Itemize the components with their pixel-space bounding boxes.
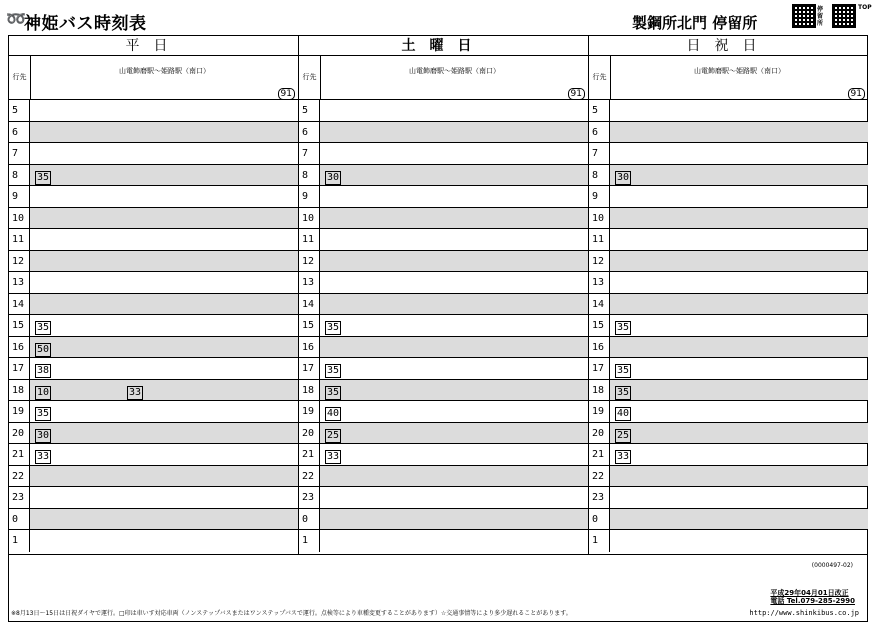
hour-row (299, 272, 588, 294)
hour-row (589, 251, 868, 273)
hour-row (299, 444, 588, 466)
minutes-cell (321, 251, 588, 272)
timetable (8, 35, 868, 555)
destination-label: 行先 (589, 56, 611, 99)
hour-label: 11 (9, 229, 30, 250)
footer (8, 555, 868, 622)
minutes-cell (31, 423, 298, 444)
minutes-cell (321, 466, 588, 487)
hour-row (9, 143, 298, 165)
hour-row (9, 315, 298, 337)
minutes-cell (321, 358, 588, 379)
hour-row (9, 380, 298, 402)
hour-row (299, 208, 588, 230)
minutes-cell (321, 401, 588, 422)
hour-label: 1 (299, 530, 320, 552)
minutes-cell (611, 186, 868, 207)
minutes-cell (31, 294, 298, 315)
hour-row (9, 229, 298, 251)
minutes-cell (31, 122, 298, 143)
minutes-cell (611, 509, 868, 530)
hour-label: 21 (9, 444, 30, 465)
minutes-cell (31, 487, 298, 508)
minutes-cell (31, 380, 298, 401)
hour-row (9, 208, 298, 230)
hour-label: 18 (589, 380, 610, 401)
hour-row (589, 337, 868, 359)
qr-code-top-icon[interactable] (832, 4, 856, 28)
minutes-cell (31, 208, 298, 229)
hour-label: 23 (589, 487, 610, 508)
hour-label: 22 (589, 466, 610, 487)
route-name: 山電飾磨駅～姫路駅（南口） (694, 67, 785, 75)
hour-label: 13 (9, 272, 30, 293)
hour-row (9, 423, 298, 445)
minutes-cell (31, 466, 298, 487)
qr-label-top: TOP (858, 4, 872, 11)
destination-label: 行先 (9, 56, 31, 99)
departure-minute: 30 (617, 171, 630, 183)
minutes-cell (321, 487, 588, 508)
hour-label: 0 (299, 509, 320, 530)
document-code: (0000497-02) (811, 562, 853, 569)
hour-label: 14 (589, 294, 610, 315)
hour-row (9, 272, 298, 294)
hour-row (9, 358, 298, 380)
hour-row (589, 401, 868, 423)
minutes-cell (611, 229, 868, 250)
hour-label: 22 (299, 466, 320, 487)
qr-label-stop: 停留所 (817, 6, 824, 27)
hour-row (9, 509, 298, 531)
minutes-cell (321, 100, 588, 121)
hour-label: 16 (589, 337, 610, 358)
hour-label: 15 (589, 315, 610, 336)
hour-label: 19 (9, 401, 30, 422)
hour-row (589, 100, 868, 122)
hour-label: 17 (299, 358, 320, 379)
minutes-cell (31, 530, 298, 552)
hour-row (299, 401, 588, 423)
hour-row (589, 208, 868, 230)
departure-minute: 10 (37, 386, 50, 398)
hour-label: 9 (589, 186, 610, 207)
departure-minute: 40 (617, 408, 630, 419)
column-weekday (9, 36, 299, 555)
hour-row (589, 165, 868, 187)
hour-row (299, 229, 588, 251)
hour-row (299, 122, 588, 144)
minutes-cell (611, 165, 868, 186)
route-number-badge: 91 (278, 88, 295, 100)
hour-row (299, 337, 588, 359)
hour-row (299, 186, 588, 208)
minutes-cell (611, 487, 868, 508)
hour-label: 11 (589, 229, 610, 250)
hour-label: 5 (589, 100, 610, 121)
minutes-cell (321, 165, 588, 186)
hour-label: 6 (9, 122, 30, 143)
column-heading: 平日 (9, 36, 298, 56)
hour-label: 20 (299, 423, 320, 444)
hour-label: 22 (9, 466, 30, 487)
footnote: ※8月13日～15日は日祝ダイヤで運行。□印は車いす対応車両（ノンステップバスまたはワンステップバスで運行。点検等により車種変更することがあります）☆交通事情等により多少遅れることがあります。 (11, 610, 572, 617)
hour-row (589, 186, 868, 208)
minutes-cell (611, 444, 868, 465)
departure-minute: 33 (37, 451, 50, 462)
shinki-logo-icon: ➿ (6, 9, 26, 28)
minutes-cell (321, 423, 588, 444)
hour-label: 23 (9, 487, 30, 508)
departure-minute: 50 (37, 343, 50, 355)
hour-label: 16 (299, 337, 320, 358)
hour-label: 19 (589, 401, 610, 422)
minutes-cell (31, 143, 298, 164)
column-heading: 土曜日 (299, 36, 588, 56)
route-row (299, 56, 588, 100)
hour-row (589, 423, 868, 445)
hour-row (589, 487, 868, 509)
hour-label: 12 (299, 251, 320, 272)
departure-minute: 35 (617, 365, 630, 376)
hour-row (299, 165, 588, 187)
hour-row (9, 444, 298, 466)
route-row (589, 56, 868, 100)
minutes-cell (611, 208, 868, 229)
hour-row (9, 337, 298, 359)
hour-row (589, 122, 868, 144)
minutes-cell (321, 380, 588, 401)
departure-minute: 35 (327, 322, 340, 333)
hour-label: 13 (589, 272, 610, 293)
departure-minute: 30 (37, 429, 50, 441)
column-heading: 日祝日 (589, 36, 868, 56)
header (0, 0, 879, 36)
departure-minute: 40 (327, 408, 340, 419)
minutes-cell (321, 509, 588, 530)
minutes-cell (611, 466, 868, 487)
departure-minute: 35 (327, 365, 340, 376)
hour-label: 1 (589, 530, 610, 552)
hour-row (299, 100, 588, 122)
hour-label: 15 (9, 315, 30, 336)
route-name: 山電飾磨駅～姫路駅（南口） (119, 67, 210, 75)
hour-label: 9 (299, 186, 320, 207)
hour-label: 7 (299, 143, 320, 164)
minutes-cell (31, 358, 298, 379)
revision-info (770, 589, 855, 605)
departure-minute: 25 (327, 429, 340, 441)
departure-minute: 35 (37, 408, 50, 419)
hour-row (589, 143, 868, 165)
departure-minute: 38 (37, 365, 50, 376)
minutes-cell (321, 122, 588, 143)
departure-minute: 30 (327, 171, 340, 183)
hour-row (589, 380, 868, 402)
hour-row (9, 122, 298, 144)
qr-code-stop-icon[interactable] (792, 4, 816, 28)
hour-row (589, 444, 868, 466)
hour-row (9, 251, 298, 273)
minutes-cell (31, 509, 298, 530)
hour-row (589, 509, 868, 531)
hour-label: 14 (299, 294, 320, 315)
minutes-cell (31, 251, 298, 272)
minutes-cell (321, 186, 588, 207)
departure-minute: 25 (617, 429, 630, 441)
minutes-cell (321, 444, 588, 465)
route-row (9, 56, 298, 100)
hour-label: 10 (589, 208, 610, 229)
hour-label: 19 (299, 401, 320, 422)
hour-label: 11 (299, 229, 320, 250)
hour-label: 7 (589, 143, 610, 164)
hour-label: 0 (589, 509, 610, 530)
minutes-cell (611, 100, 868, 121)
minutes-cell (31, 100, 298, 121)
departure-minute: 35 (617, 386, 630, 398)
page-title: 神姫バス時刻表 (24, 14, 147, 34)
hour-row (589, 229, 868, 251)
minutes-cell (321, 272, 588, 293)
hour-label: 10 (299, 208, 320, 229)
route-number-badge: 91 (848, 88, 865, 100)
minutes-cell (611, 401, 868, 422)
minutes-cell (611, 337, 868, 358)
departure-minute: 35 (37, 322, 50, 333)
hour-label: 12 (9, 251, 30, 272)
website-link[interactable]: http://www.shinkibus.co.jp (749, 609, 859, 617)
hour-row (299, 423, 588, 445)
minutes-cell (611, 143, 868, 164)
hour-label: 6 (589, 122, 610, 143)
hour-label: 21 (299, 444, 320, 465)
hour-row (589, 315, 868, 337)
hour-row (9, 186, 298, 208)
minutes-cell (611, 423, 868, 444)
hour-label: 7 (9, 143, 30, 164)
hour-row (299, 358, 588, 380)
minutes-cell (31, 186, 298, 207)
hour-label: 5 (299, 100, 320, 121)
hour-row (299, 509, 588, 531)
minutes-cell (321, 208, 588, 229)
hour-label: 20 (589, 423, 610, 444)
hour-row (299, 487, 588, 509)
minutes-cell (321, 294, 588, 315)
hour-label: 5 (9, 100, 30, 121)
minutes-cell (611, 251, 868, 272)
hour-label: 13 (299, 272, 320, 293)
column-holiday (589, 36, 868, 555)
hour-label: 20 (9, 423, 30, 444)
hour-label: 15 (299, 315, 320, 336)
departure-minute: 35 (37, 171, 50, 183)
minutes-cell (611, 530, 868, 552)
departure-minute: 35 (327, 386, 340, 398)
minutes-cell (31, 337, 298, 358)
hour-label: 8 (299, 165, 320, 186)
hour-row (589, 466, 868, 488)
hour-row (9, 487, 298, 509)
minutes-cell (321, 315, 588, 336)
hour-label: 23 (299, 487, 320, 508)
hour-row (299, 380, 588, 402)
hour-row (9, 100, 298, 122)
hour-row (9, 294, 298, 316)
hour-label: 9 (9, 186, 30, 207)
route-number-badge: 91 (568, 88, 585, 100)
minutes-cell (611, 358, 868, 379)
hour-label: 17 (9, 358, 30, 379)
hour-row (9, 466, 298, 488)
hour-row (9, 530, 298, 552)
hour-label: 21 (589, 444, 610, 465)
minutes-cell (31, 315, 298, 336)
minutes-cell (611, 122, 868, 143)
hour-row (589, 272, 868, 294)
hour-label: 18 (299, 380, 320, 401)
departure-minute: 33 (617, 451, 630, 462)
departure-minute: 33 (327, 451, 340, 462)
hour-row (299, 143, 588, 165)
hour-label: 8 (589, 165, 610, 186)
minutes-cell (611, 272, 868, 293)
hour-row (9, 165, 298, 187)
hour-label: 0 (9, 509, 30, 530)
hour-label: 10 (9, 208, 30, 229)
hour-row (589, 530, 868, 552)
revision-date: 平成29年04月01日改正 (770, 589, 849, 597)
hour-row (589, 294, 868, 316)
minutes-cell (31, 165, 298, 186)
minutes-cell (321, 530, 588, 552)
hour-row (9, 401, 298, 423)
hour-label: 14 (9, 294, 30, 315)
column-saturday (299, 36, 589, 555)
hour-label: 8 (9, 165, 30, 186)
stop-name: 製鋼所北門 停留所 (632, 14, 758, 32)
minutes-cell (31, 401, 298, 422)
hour-row (299, 466, 588, 488)
hour-label: 1 (9, 530, 30, 552)
hour-row (589, 358, 868, 380)
minutes-cell (321, 337, 588, 358)
hour-label: 18 (9, 380, 30, 401)
hour-row (299, 530, 588, 552)
phone-number: 電話 Tel.079-285-2990 (770, 597, 855, 605)
minutes-cell (321, 229, 588, 250)
minutes-cell (321, 143, 588, 164)
minutes-cell (611, 294, 868, 315)
destination-label: 行先 (299, 56, 321, 99)
minutes-cell (31, 272, 298, 293)
hour-row (299, 315, 588, 337)
departure-minute: 35 (617, 322, 630, 333)
hour-label: 17 (589, 358, 610, 379)
minutes-cell (31, 229, 298, 250)
minutes-cell (31, 444, 298, 465)
hour-label: 16 (9, 337, 30, 358)
route-name: 山電飾磨駅～姫路駅（南口） (409, 67, 500, 75)
hour-row (299, 294, 588, 316)
minutes-cell (611, 380, 868, 401)
departure-minute: 33 (129, 386, 142, 398)
hour-label: 6 (299, 122, 320, 143)
minutes-cell (611, 315, 868, 336)
hour-row (299, 251, 588, 273)
hour-label: 12 (589, 251, 610, 272)
